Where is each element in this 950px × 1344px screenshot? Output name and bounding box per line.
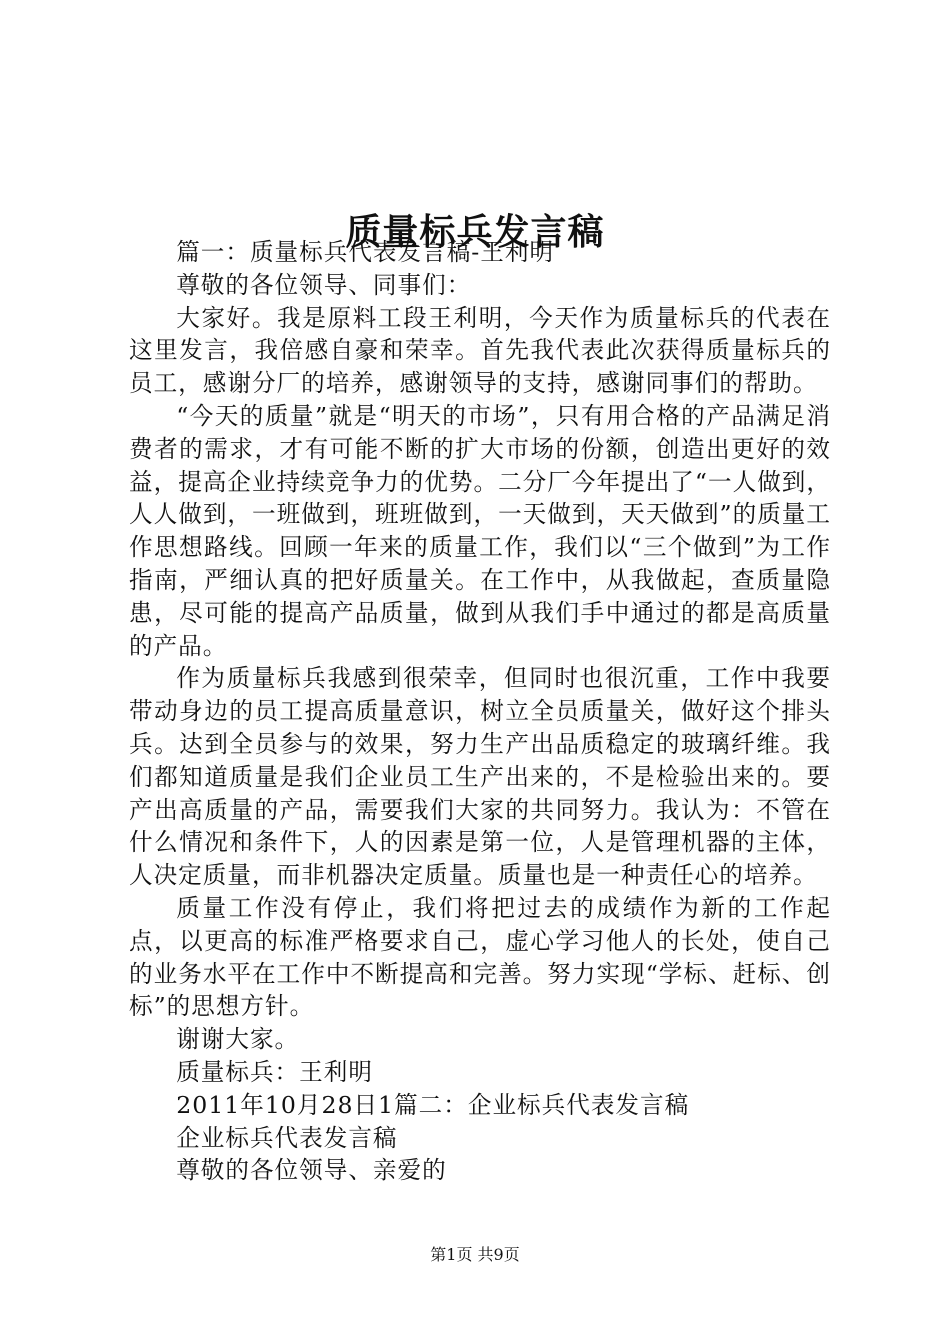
paragraph-date-part-two: 2011年10月28日1篇二：企业标兵代表发言稿	[176, 1090, 690, 1119]
paragraph-signature: 质量标兵：王利明	[176, 1057, 373, 1086]
paragraph: “今天的质量”就是“明天的市场”，只有用合格的产品满足消费者的需求，才有可能不断的扩大市场的份额，创造出更好的效益，提高企业持续竞争力的优势。二分厂今年提出了“一人做到，人人做到，一班做到，班班做到，一天做到，天天做到”的质量工作思想路线。回顾一年来的质量工作，我们以“三个做到”为工作指南，严细认真的把好质量关。在工作中，从我做起，查质量隐患，尽可能的提高产品质量，做到从我们手中通过的都是高质量的产品。	[129, 401, 831, 660]
paragraph-heading-part-one: 篇一：质量标兵代表发言稿-王利明	[176, 238, 555, 266]
document-title: 质量标兵发言稿	[345, 211, 605, 254]
paragraph-thanks: 谢谢大家。	[176, 1025, 300, 1054]
paragraph-salutation: 尊敬的各位领导、同事们：	[176, 270, 472, 299]
paragraph-subtitle: 企业标兵代表发言稿	[176, 1123, 398, 1152]
paragraph: 作为质量标兵我感到很荣幸，但同时也很沉重，工作中我要带动身边的员工提高质量意识，树立全员质量关，做好这个排头兵。达到全员参与的效果，努力生产出品质稳定的玻璃纤维。我们都知道质量是我们企业员工生产出来的，不是检验出来的。要产出高质量的产品，需要我们大家的共同努力。我认为：不管在什么情况和条件下，人的因素是第一位，人是管理机器的主体，人决定质量，而非机器决定质量。质量也是一种责任心的培养。	[129, 664, 831, 890]
page-footer: 第1页 共9页	[430, 1245, 520, 1264]
paragraph: 质量工作没有停止，我们将把过去的成绩作为新的工作起点，以更高的标准严格要求自己，虚心学习他人的长处，使自己的业务水平在工作中不断提高和完善。努力实现“学标、赶标、创标”的思想方针。	[129, 893, 831, 1021]
paragraph-salutation-two: 尊敬的各位领导、亲爱的	[176, 1156, 447, 1185]
document-body	[129, 236, 831, 1187]
paragraph: 大家好。我是原料工段王利明，今天作为质量标兵的代表在这里发言，我倍感自豪和荣幸。首先我代表此次获得质量标兵的员工，感谢分厂的培养，感谢领导的支持，感谢同事们的帮助。	[129, 303, 831, 398]
